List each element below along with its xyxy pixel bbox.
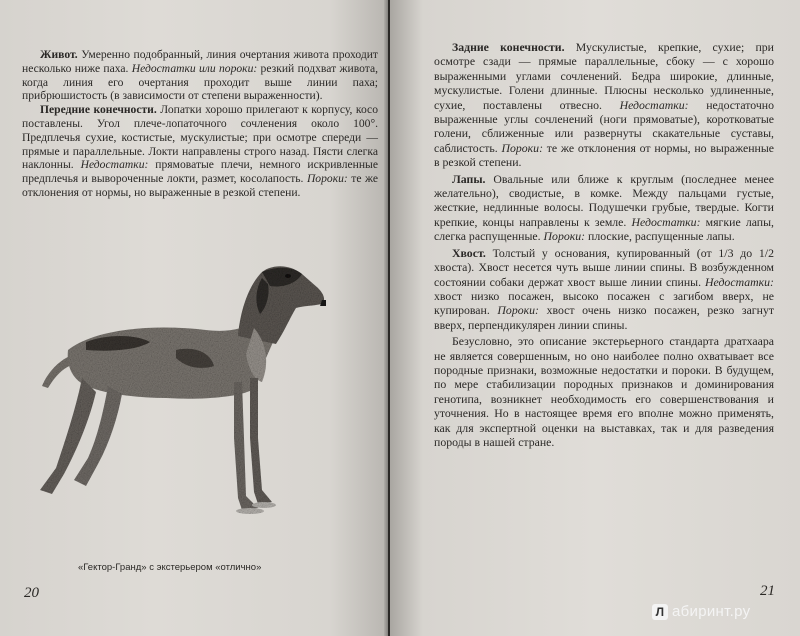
right-paragraph	[434, 172, 774, 244]
defect-label: Пороки:	[306, 172, 348, 186]
section-heading: Задние конечности.	[452, 40, 565, 54]
dog-photo	[26, 258, 336, 533]
body-text: хвост очень низко посажен, резко загнут вверх, перпендикулярен линии спины.	[434, 303, 775, 332]
labirint-watermark	[652, 603, 750, 620]
body-text: Овальные или ближе к круглым (последнее менее желательно), сводистые, в комке. Между пальцами густые, жесткие, недлинные волосы. Подушечки грубые, твердые. Когти крепкие, концы направлены к земле.	[434, 171, 774, 229]
right-paragraph	[434, 334, 774, 449]
right-page-text	[434, 40, 774, 449]
watermark-text: абиринт.ру	[672, 603, 751, 620]
right-paragraph	[434, 40, 774, 170]
section-heading: Передние конечности.	[40, 103, 157, 117]
body-text: Толстый у основания, купированный (от 1/3 до 1/2 хвоста). Хвост несется чуть выше линии спины. В возбужденном состоянии собаки держат хвост выше линии спины.	[434, 245, 774, 289]
body-text: Умеренно подобранный, линия очертания живота проходит несколько ниже паха.	[22, 48, 378, 75]
defect-label: Недостатки:	[631, 214, 701, 229]
defect-label: Недостатки:	[705, 274, 774, 289]
defect-label: Пороки:	[501, 140, 543, 155]
body-text: резкий подхват живота, когда линия его очертания проходит выше линии паха; прибрюшистость (в зависимости от степени выраженности).	[22, 61, 378, 103]
body-text: прямоватые плечи, немного искривленные предплечья и вывороченные локти, размет, косолапость.	[22, 158, 378, 186]
defect-label: Недостатки:	[619, 97, 689, 112]
body-text: мягкие лапы, слегка распущенные.	[434, 214, 774, 244]
body-text: Лопатки хорошо прилегают к корпусу, косо поставлены. Угол плече-лопаточного сочленения около 100°. Предплечья сухие, костистые, мускулистые; при осмотре спереди — прямые и параллельные. Локти направлены строго назад. Пясти слегка наклонны.	[22, 103, 378, 172]
body-text: Мускулистые, крепкие, сухие; при осмотре сзади — прямые параллельные, сбоку — с хорошо выраженными углами сочленений. Бедра широкие, длинные, мускулистые. Голени длинные. Плюсны несколько удлиненные, сухие, поставлены отвесно.	[434, 40, 774, 112]
section-heading: Живот.	[40, 48, 78, 61]
left-page	[0, 0, 388, 636]
section-heading: Хвост.	[452, 245, 486, 260]
body-text: те же отклонения от нормы, но выраженные в резкой степени.	[22, 172, 378, 199]
defect-label: Пороки:	[543, 229, 586, 244]
body-text: хвост низко посажен, высоко посажен с загибом вверх, не купирован.	[434, 288, 774, 318]
defect-label: Пороки:	[497, 303, 539, 318]
right-paragraph	[434, 246, 774, 332]
body-text: те же отклонения от нормы, но выраженные в резкой степени.	[434, 140, 774, 170]
left-paragraph	[22, 48, 378, 103]
page-number-right: 21	[760, 583, 775, 599]
body-text: Безусловно, это описание экстерьерного стандарта дратхаара не является совершенным, но оно наиболее полно охватывает все породные признаки, возможные недостатки и пороки. В будущем, по мере стабилизации породных признаков и доминирования генотипа, возникнет необходимость его совершенствования и уточнения. Но в настоящее время его вполне можно применять, как для экспертной оценки на выставках, так и для разведения породы в нашей стране.	[434, 334, 774, 449]
right-page	[390, 0, 800, 636]
left-page-text	[22, 48, 378, 200]
labirint-logo-icon: Л	[652, 604, 668, 620]
body-text: недостаточно выраженные углы сочленений (ноги прямоватые), коротковатые голени, сближенные или развернуты скакательные суставы, саблистость.	[434, 97, 774, 155]
section-heading: Лапы.	[452, 171, 486, 186]
body-text: плоские, распущенные лапы.	[585, 229, 735, 244]
left-paragraph	[22, 103, 378, 200]
defect-label: Недостатки или пороки:	[131, 61, 258, 75]
photo-caption: «Гектор-Гранд» с экстерьером «отлично»	[78, 562, 262, 573]
defect-label: Недостатки:	[80, 158, 149, 172]
page-number-left: 20	[24, 585, 39, 601]
